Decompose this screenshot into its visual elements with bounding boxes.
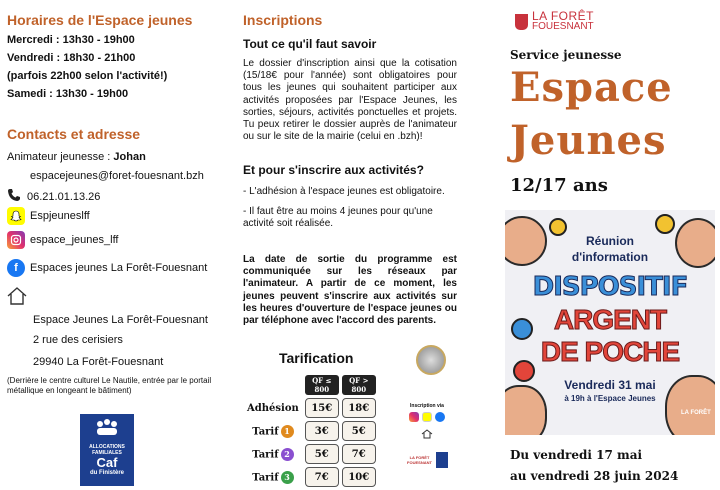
animateur: [7, 151, 146, 163]
poster-line3: DISPOSITIF: [532, 272, 688, 302]
inscriptions-title: Inscriptions: [243, 12, 323, 28]
phone-number: 06.21.01.13.26: [27, 190, 101, 203]
small-caption: Inscription via: [410, 403, 444, 409]
small-caf-icon: [436, 452, 448, 468]
hours-friday: Vendredi : 18h30 - 21h00: [7, 52, 136, 64]
poster-line4: ARGENT: [553, 304, 667, 335]
facebook-page: Espaces jeunes La Forêt-Fouesnant: [30, 262, 208, 274]
tarif-row-label: Adhésion: [247, 402, 299, 414]
program-paragraph: La date de sortie du programme est communiquée sur les réseaux par l'animateur. A partir de ce moment, les jeunes peuvent s'inscrire aux activités sur les heures d'ouverture de l'espace jeunes ou par téléphone avec l'accord des parents.: [243, 254, 457, 327]
small-info-block: [401, 403, 453, 468]
tarif-cell: 5€: [342, 421, 376, 441]
tarif-row: [247, 421, 376, 441]
tarif-header-qf-high: QF > 800: [342, 375, 376, 395]
snapchat-row[interactable]: [7, 207, 90, 225]
service-label: Service jeunesse: [510, 48, 622, 62]
town-crest-icon: [515, 14, 528, 30]
tarif-row: [247, 444, 376, 464]
tarif-row: [247, 398, 376, 418]
poster-hand-bottom-left-icon: [505, 385, 547, 435]
tarif-badge: 2: [281, 448, 294, 461]
small-snapchat-icon: [422, 412, 432, 422]
caf-line3: Caf: [96, 455, 118, 470]
address-line2: 2 rue des cerisiers: [33, 334, 123, 346]
tarif-row-label: Tarif 1: [247, 421, 302, 441]
poster-line5: DE POCHE: [540, 336, 680, 367]
hours-title: Horaires de l'Espace jeunes: [7, 12, 193, 28]
town-logo-line2: FOUESNANT: [532, 21, 594, 32]
caf-people-icon: [80, 419, 134, 442]
tarif-cell: 10€: [342, 467, 376, 487]
caf-line1: ALLOCATIONS: [89, 444, 125, 450]
hours-friday-note: (parfois 22h00 selon l'activité!): [7, 70, 168, 82]
tarif-header-qf-low: QF ≤ 800: [305, 375, 339, 395]
left-panel: [0, 0, 235, 490]
dates-line2: au vendredi 28 juin 2024: [510, 469, 679, 483]
tarif-cell: 7€: [305, 467, 339, 487]
caf-logo: [80, 414, 134, 486]
town-logo: [515, 11, 594, 32]
middle-panel: [238, 0, 460, 490]
animateur-name: Johan: [113, 151, 146, 163]
small-logo-text: LA FORÊT FOUESNANT: [407, 455, 432, 465]
instagram-handle: espace_jeunes_lff: [30, 234, 119, 246]
tarif-cell: 7€: [342, 444, 376, 464]
caf-line4: du Finistère: [89, 470, 124, 476]
tarif-cell: 18€: [342, 398, 376, 418]
title-espace: Espace: [510, 64, 673, 111]
hours-wednesday: Mercredi : 13h30 - 19h00: [7, 34, 135, 46]
facebook-row[interactable]: [7, 259, 207, 277]
ages-label: 12/17 ans: [510, 175, 608, 196]
small-house-icon: [401, 426, 453, 444]
poster-line7: à 19h à l'Espace Jeunes: [564, 394, 656, 403]
address-note: (Derrière le centre culturel Le Nautile, entrée par le portail métallique en longeant le bâtiment): [7, 376, 212, 395]
small-instagram-icon: [409, 412, 419, 422]
snapchat-icon: [7, 207, 25, 225]
address-line3: 29940 La Forêt-Fouesnant: [33, 356, 164, 368]
small-facebook-icon: [435, 412, 445, 422]
home-icon: [6, 286, 28, 311]
tarif-row: [247, 467, 376, 487]
town-logo-line1: LA FORÊT: [532, 9, 595, 23]
tarif-title: Tarification: [279, 350, 354, 366]
instagram-icon: [7, 231, 25, 249]
tarif-row-label: Tarif 3: [247, 467, 302, 487]
rule-adhesion: - L'adhésion à l'espace jeunes est obligatoire.: [243, 186, 445, 197]
poster-line6: Vendredi 31 mai: [564, 378, 656, 392]
instagram-row[interactable]: [7, 231, 118, 249]
tarif-stamp-icon: [416, 345, 446, 375]
phone-row[interactable]: [7, 188, 100, 205]
poster-line1: Réunion: [586, 234, 634, 248]
caf-line2: FAMILIALES: [92, 450, 122, 456]
rule-minimum: - Il faut être au moins 4 jeunes pour qu'une activité soit réalisée.: [243, 206, 433, 230]
tarif-cell: 3€: [305, 421, 339, 441]
inscriptions-paragraph: Le dossier d'inscription ainsi que la cotisation (15/18€ pour l'année) sont obligatoires pour tous les jeunes qui souhaitent participer aux activités proposées par l'Espace Jeunes, les sorties, séjours, activités ponctuelles et projets. Tu peux retirer le dossier auprès de l'animateur ou sur le site de la mairie (celui en .bzh)!: [243, 58, 457, 143]
poster-line2: d'information: [571, 250, 649, 264]
poster-coin-icon: [655, 214, 675, 234]
inscriptions-subtitle: Tout ce qu'il faut savoir: [243, 37, 377, 51]
address-line1: Espace Jeunes La Forêt-Fouesnant: [33, 314, 208, 326]
argent-de-poche-poster: [505, 210, 715, 435]
tarif-header-row: [247, 375, 376, 395]
tarif-badge: 3: [281, 471, 294, 484]
snapchat-handle: Espjeuneslff: [30, 210, 90, 222]
contacts-title: Contacts et adresse: [7, 126, 141, 142]
tarif-cell: 15€: [305, 398, 339, 418]
tarif-badge: 1: [281, 425, 294, 438]
tarif-row-label: Tarif 2: [247, 444, 302, 464]
facebook-icon: f: [7, 259, 25, 277]
tarif-cell: 5€: [305, 444, 339, 464]
phone-icon: [7, 188, 23, 205]
animateur-label: Animateur jeunesse :: [7, 151, 114, 163]
title-jeunes: Jeunes: [510, 117, 667, 164]
email-link[interactable]: espacejeunes@foret-fouesnant.bzh: [30, 170, 204, 182]
tarif-table: [244, 372, 379, 490]
poster-logo: LA FORÊT: [681, 410, 711, 416]
hours-saturday: Samedi : 13h30 - 19h00: [7, 88, 129, 100]
dates-line1: Du vendredi 17 mai: [510, 448, 643, 462]
inscriptions-subtitle2: Et pour s'inscrire aux activités?: [243, 163, 424, 177]
